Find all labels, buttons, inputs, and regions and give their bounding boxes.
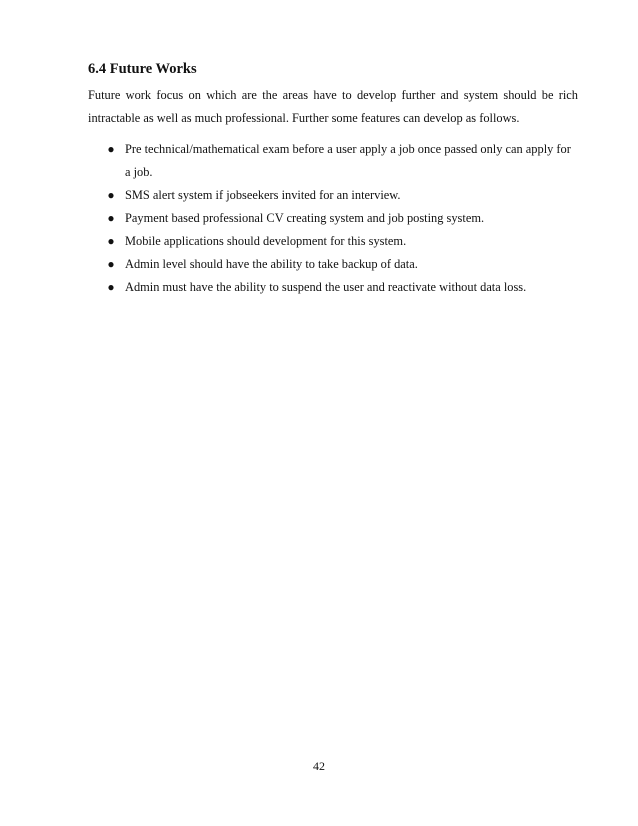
list-item-text: Payment based professional CV creating system and job posting system. [125,211,485,225]
page-number: 42 [313,759,325,773]
bullet-icon: ● [107,211,115,225]
list-item-text: Admin must have the ability to suspend the user and reactivate without data loss. [125,280,527,294]
intro-paragraph: Future work focus on which are the areas have to develop further and system should be rich intractable as well as much professional. Further some features can develop as follows. [88,88,578,125]
section-future-works [88,60,578,299]
list-item [88,138,578,184]
section-heading: 6.4 Future Works [88,61,197,77]
list-item [88,207,578,230]
bullet-icon: ● [107,280,115,294]
feature-list [88,138,578,299]
list-item-text: Mobile applications should development for this system. [125,234,407,248]
bullet-icon: ● [107,142,115,156]
list-item [88,184,578,207]
bullet-icon: ● [107,234,115,248]
bullet-icon: ● [107,188,115,202]
list-item-text: Pre technical/mathematical exam before a user apply a job once passed only can apply for a job. [125,142,571,179]
list-item [88,253,578,276]
bullet-icon: ● [107,257,115,271]
list-item [88,230,578,253]
list-item [88,276,578,299]
list-item-text: SMS alert system if jobseekers invited for an interview. [125,188,401,202]
list-item-text: Admin level should have the ability to take backup of data. [125,257,418,271]
